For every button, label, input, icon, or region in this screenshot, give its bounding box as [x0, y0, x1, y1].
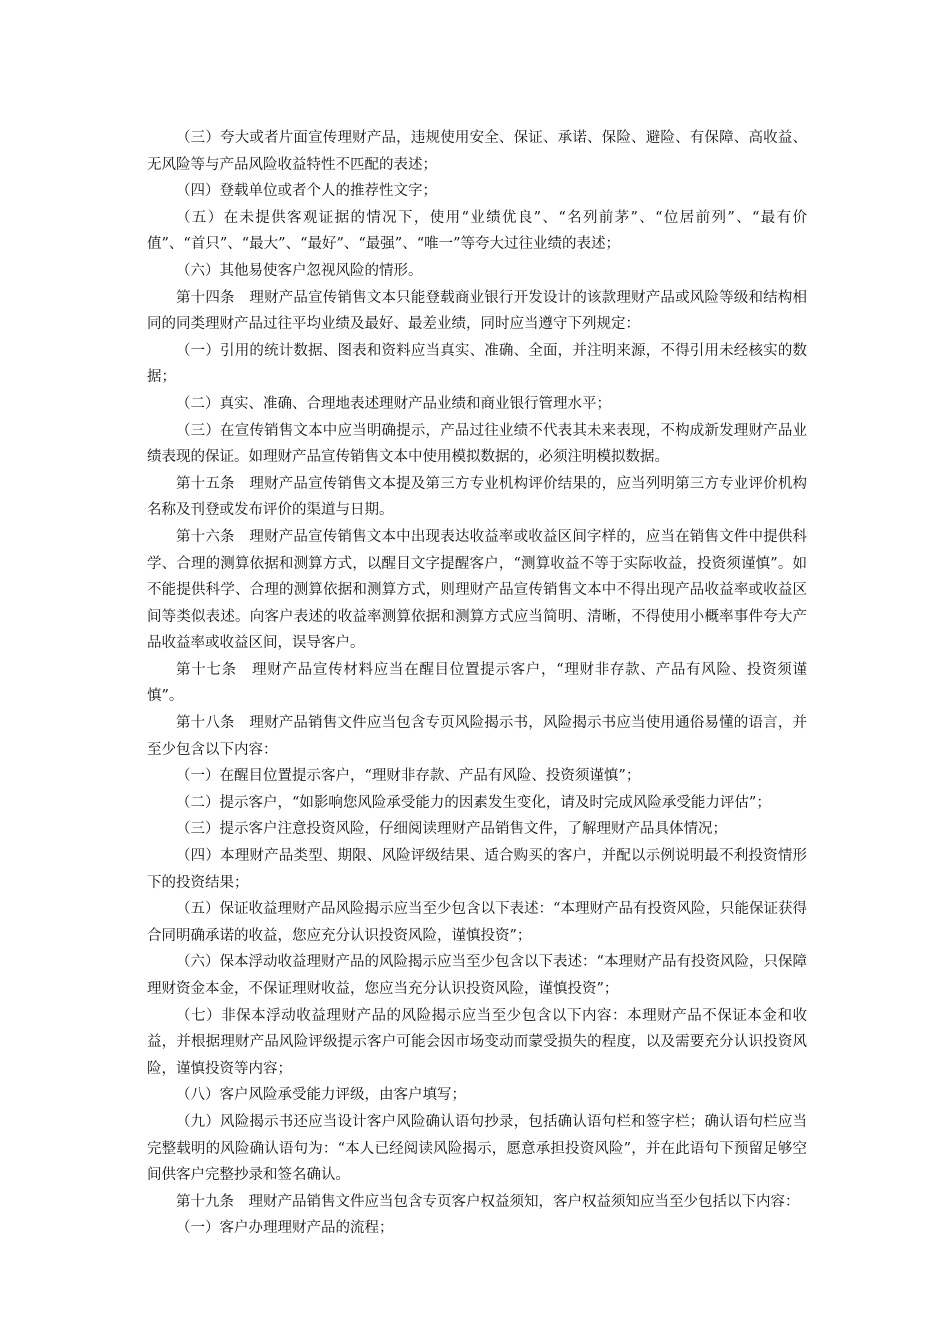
article-18-item-5: （五）保证收益理财产品风险揭示应当至少包含以下表述：“本理财产品有投资风险，只能保证获得合同明确承诺的收益，您应充分认识投资风险，谨慎投资”； — [147, 901, 807, 944]
paragraph-item-6: （六）其他易使客户忽视风险的情形。 — [176, 262, 423, 279]
paragraph-item-4: （四）登载单位或者个人的推荐性文字； — [176, 183, 437, 200]
article-18-item-4: （四）本理财产品类型、期限、风险评级结果、适合购买的客户，并配以示例说明最不利投资情形下的投资结果； — [147, 848, 807, 891]
article-18-item-2: （二）提示客户，“如影响您风险承受能力的因素发生变化，请及时完成风险承受能力评估”； — [176, 794, 771, 811]
article-14-item-1: （一）引用的统计数据、图表和资料应当真实、准确、全面，并注明来源，不得引用未经核实的数据； — [147, 342, 807, 386]
article-14-item-3: （三）在宣传销售文本中应当明确提示，产品过往业绩不代表其未来表现，不构成新发理财产品业绩表现的保证。如理财产品宣传销售文本中使用模拟数据的，必须注明模拟数据。 — [147, 422, 807, 466]
article-19-item-1: （一）客户办理理财产品的流程； — [176, 1220, 394, 1237]
paragraph-item-3: （三）夸大或者片面宣传理财产品，违规使用安全、保证、承诺、保险、避险、有保障、高收益、无风险等与产品风险收益特性不匹配的表述； — [147, 130, 807, 173]
article-18-item-3: （三）提示客户注意投资风险，仔细阅读理财产品销售文件，了解理财产品具体情况； — [176, 821, 727, 838]
paragraph-item-5: （五）在未提供客观证据的情况下，使用“业绩优良”、“名列前茅”、“位居前列”、“最有价值”、“首只”、“最大”、“最好”、“最强”、“唯一”等夸大过往业绩的表述； — [147, 209, 807, 253]
article-16: 第十六条 理财产品宣传销售文本中出现表达收益率或收益区间字样的，应当在销售文件中提供科学、合理的测算依据和测算方式，以醒目文字提醒客户，“测算收益不等于实际收益，投资须谨慎”。如不能提供科学、合理的测算依据和测算方式，则理财产品宣传销售文本中不得出现产品收益率或收益区间等类似表述。向客户表述的收益率测算依据和测算方式应当简明、清晰，不得使用小概率事件夸大产品收益率或收益区间，误导客户。 — [147, 528, 807, 652]
article-18-item-9: （九）风险揭示书还应当设计客户风险确认语句抄录，包括确认语句栏和签字栏；确认语句栏应当完整载明的风险确认语句为：“本人已经阅读风险揭示，愿意承担投资风险”，并在此语句下预留足够空间供客户完整抄录和签名确认。 — [147, 1113, 807, 1184]
article-18: 第十八条 理财产品销售文件应当包含专页风险揭示书，风险揭示书应当使用通俗易懂的语言，并至少包含以下内容： — [147, 715, 807, 758]
article-18-item-1: （一）在醒目位置提示客户，“理财非存款、产品有风险、投资须谨慎”； — [176, 768, 641, 785]
article-14-item-2: （二）真实、准确、合理地表述理财产品业绩和商业银行管理水平； — [176, 395, 611, 412]
article-19: 第十九条 理财产品销售文件应当包含专页客户权益须知，客户权益须知应当至少包括以下内容： — [176, 1193, 800, 1210]
article-18-item-8: （八）客户风险承受能力评级，由客户填写； — [176, 1087, 466, 1104]
article-15: 第十五条 理财产品宣传销售文本提及第三方专业机构评价结果的，应当列明第三方专业评价机构名称及刊登或发布评价的渠道与日期。 — [147, 475, 807, 519]
article-18-item-7: （七）非保本浮动收益理财产品的风险揭示应当至少包含以下内容：本理财产品不保证本金和收益，并根据理财产品风险评级提示客户可能会因市场变动而蒙受损失的程度，以及需要充分认识投资风险，谨慎投资等内容； — [147, 1007, 807, 1077]
article-18-item-6: （六）保本浮动收益理财产品的风险揭示应当至少包含以下表述：“本理财产品有投资风险，只保障理财资金本金，不保证理财收益，您应当充分认识投资风险，谨慎投资”； — [147, 954, 807, 997]
article-17: 第十七条 理财产品宣传材料应当在醒目位置提示客户，“理财非存款、产品有风险、投资须谨慎”。 — [147, 661, 807, 705]
article-14: 第十四条 理财产品宣传销售文本只能登载商业银行开发设计的该款理财产品或风险等级和结构相同的同类理财产品过往平均业绩及最好、最差业绩，同时应当遵守下列规定： — [147, 289, 807, 333]
document-body — [147, 125, 807, 1242]
